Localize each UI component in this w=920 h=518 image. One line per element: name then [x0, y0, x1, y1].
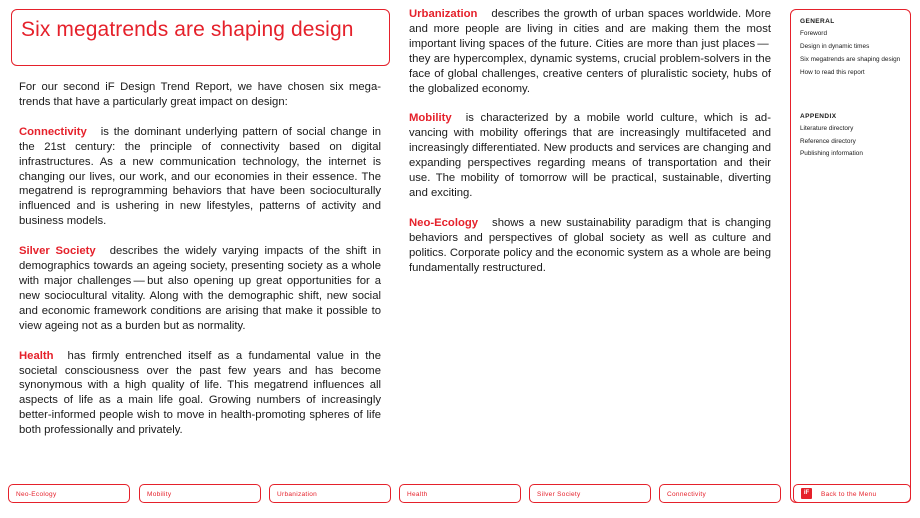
nav-button-connectivity[interactable]: Connectivity [659, 484, 781, 503]
trend-keyword: Silver Society [19, 245, 96, 258]
trend-neo-ecology [409, 216, 771, 276]
left-column [19, 80, 381, 453]
back-to-menu-button[interactable] [793, 484, 911, 503]
sidebar-general-title: GENERAL [800, 18, 835, 25]
sidebar-nav [790, 9, 911, 503]
trend-keyword: Health [19, 349, 54, 362]
page-title-box [11, 9, 390, 66]
sidebar-appendix [800, 113, 903, 163]
sidebar-appendix-title: APPENDIX [800, 113, 837, 120]
sidebar-link-six-megatrends[interactable]: Six megatrends are shaping design [800, 56, 901, 63]
trend-connectivity [19, 125, 381, 229]
trend-mobility [409, 111, 771, 200]
trend-keyword: Mobility [409, 112, 452, 125]
middle-column [409, 7, 771, 291]
sidebar-link-reference[interactable]: Reference directory [800, 137, 856, 145]
nav-button-health[interactable]: Health [399, 484, 521, 503]
nav-button-silver-society[interactable]: Silver Society [529, 484, 651, 503]
trend-text: is the dominant underlying pattern of social change in the 21st century: the principle of connectivity based on digital infrastructures. As a new communication technology, the internet is changing our lives, our work, and our economies in their essence. The megatrend is reprogramming behaviors that have been socioculturally influenced and is ushering in new lifestyles, patterns of activity and business models. [19, 125, 381, 228]
page-title: Six megatrends are shaping design [21, 18, 354, 41]
trend-text: is characterized by a mobile world culture, which is advancing with mobility offerings that are increasingly multifaceted and increasingly differentiated. New products and services are changing and expanding perspectives regarding means of transportation and their use. The mobility of tomorrow will be practical, sustainable, diverting and exciting. [409, 112, 771, 199]
nav-button-neo-ecology[interactable]: Neo-Ecology [8, 484, 130, 503]
sidebar-link-how-to-read[interactable]: How to read this report [800, 69, 865, 76]
trend-text: describes the growth of urban spaces worldwide. More and more people are living in cities and are making them the most important living spaces of the future. Cities are more than just places — they are hypercomplex, dynamic systems, crucial problem-solvers in the face of global challenges, creative centers of pluralistic society, hubs of the globalized economy. [409, 8, 771, 95]
trend-keyword: Urbanization [409, 8, 478, 20]
trend-text: has firmly entrenched itself as a fundamental value in the societal consciousness over the past few years and has become synonymous with a high quality of life. This megatrend influences all aspects of life as a main life goal. Growing numbers of increasingly better-informed people wish to move in health-promoting spheres of life both professionally and privately. [19, 349, 381, 437]
trend-text: describes the widely varying impacts of the shift in demographics towards an ageing society, presenting society as a whole with major challenges — but also opening up great opportunities for a new sociocultural vitality. Along with the demographic shift, new social and economic framework conditions are arising that make it possible to view ageing not as a burden but as normality. [19, 245, 381, 332]
back-to-menu-label: Back to the Menu [821, 490, 877, 498]
sidebar-link-publishing[interactable]: Publishing information [800, 150, 863, 158]
sidebar-link-foreword[interactable]: Foreword [800, 30, 827, 37]
trend-text: shows a new sustainability paradigm that is changing behaviors and perspectives of global society as well as culture and politics. Corporate policy and the economic system as a whole are being fundamentally restructured. [409, 216, 771, 274]
trend-silver-society [19, 244, 381, 333]
intro-paragraph: For our second iF Design Trend Report, we have chosen six megatrends that have a particularly great impact on design: [19, 81, 381, 108]
sidebar-link-literature[interactable]: Literature directory [800, 125, 854, 132]
if-logo-icon: iF [801, 488, 812, 499]
sidebar-link-design-in-dynamic-times[interactable]: Design in dynamic times [800, 43, 870, 50]
trend-keyword: Connectivity [19, 125, 87, 138]
trend-health [19, 349, 381, 438]
trend-keyword: Neo-Ecology [409, 216, 479, 229]
nav-button-mobility[interactable]: Mobility [139, 484, 261, 503]
nav-button-urbanization[interactable]: Urbanization [269, 484, 391, 503]
trend-urbanization [409, 7, 771, 96]
